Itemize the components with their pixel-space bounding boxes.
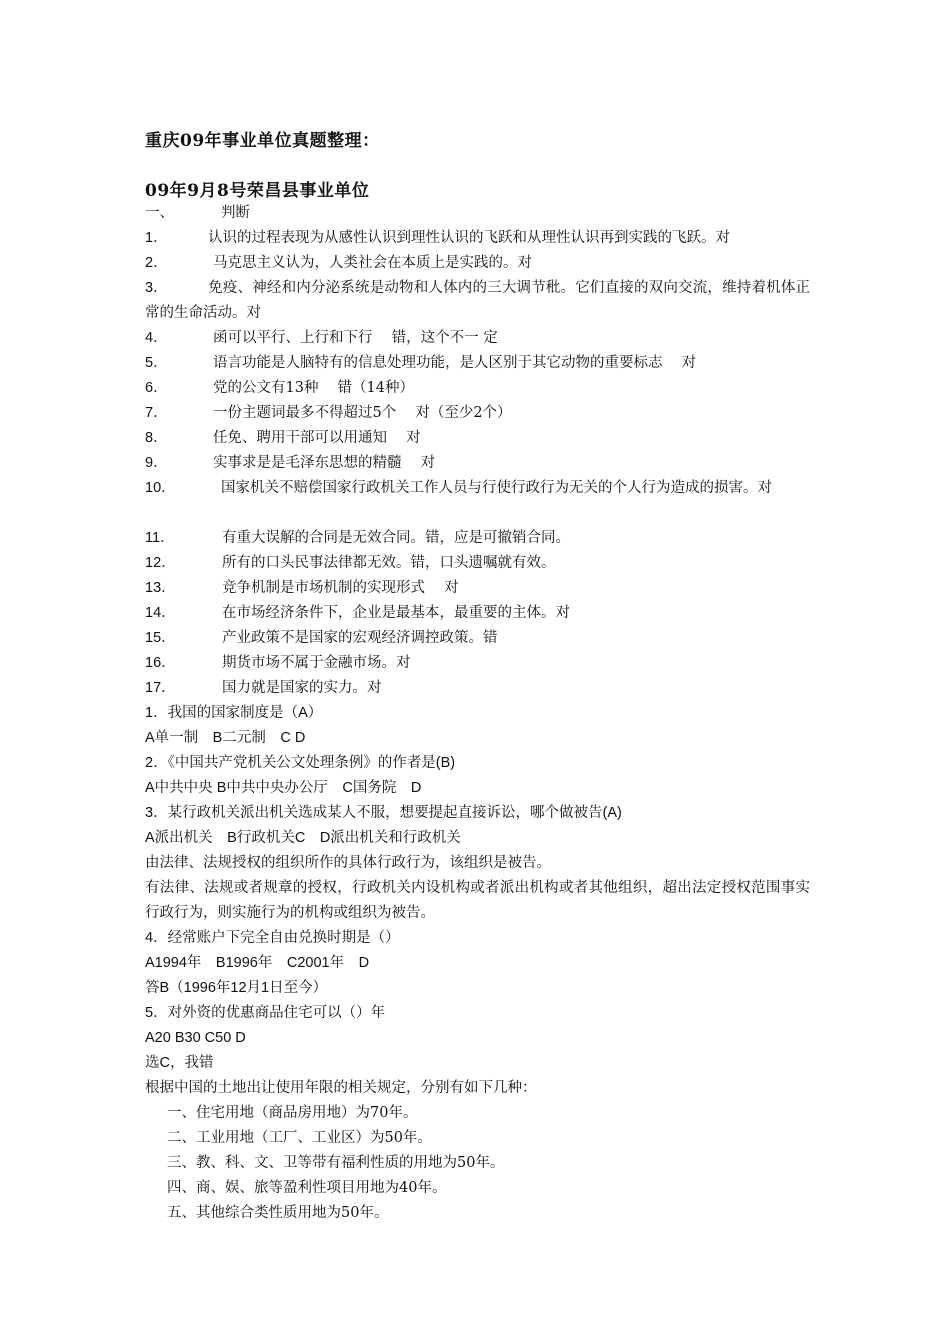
judgment-text: 有重大误解的合同是无效合同。错，应是可撤销合同。 <box>222 530 570 546</box>
answer-options: A单一制 B二元制 C D <box>145 730 306 746</box>
explanation-paragraph: 有法律、法规或者规章的授权，行政机关内设机构或者派出机构或者其他组织，超出法定授权范围事实行政行为，则实施行为的机构或组织为被告。 <box>145 880 810 921</box>
question-line: 5．对外资的优惠商品住宅可以（）年 <box>145 1005 386 1021</box>
judgment-number: 4． <box>145 330 168 346</box>
judgment-item <box>145 276 810 326</box>
judgment-item <box>145 526 810 551</box>
judgment-number: 11． <box>145 530 175 546</box>
answer-options: A中共中央 B中共中央办公厅 C国务院 D <box>145 780 422 796</box>
judgment-item <box>145 601 810 626</box>
judgment-text: 竞争机制是市场机制的实现形式 对 <box>222 580 459 596</box>
judgment-number: 3． <box>145 280 168 296</box>
question-line: 2．《中国共产党机关公文处理条例》的作者是(B) <box>145 755 456 771</box>
judgment-number: 6． <box>145 380 168 396</box>
judgment-item <box>145 251 810 276</box>
judgment-number: 16． <box>145 655 176 671</box>
judgment-number: 8． <box>145 430 168 446</box>
answer-options: A1994年 B1996年 C2001年 D <box>145 955 370 971</box>
judgment-text: 所有的口头民事法律都无效。错，口头遗嘱就有效。 <box>222 555 556 571</box>
judgment-text: 任免、聘用干部可以用通知 对 <box>213 430 421 446</box>
judgment-item <box>145 651 810 676</box>
judgment-text: 国家机关不赔偿国家行政机关工作人员与行使行政行为无关的个人行为造成的损害。对 <box>221 480 772 496</box>
judgment-item <box>145 476 810 526</box>
judgment-item <box>145 426 810 451</box>
land-term-item: 二、工业用地（工厂、工业区）为50年。 <box>167 1130 432 1146</box>
judgment-text: 在市场经济条件下，企业是最基本，最重要的主体。对 <box>222 605 570 621</box>
judgment-number: 17． <box>145 680 176 696</box>
answer-note: 答B（1996年12月1日至今） <box>145 980 328 996</box>
question-line: 1．我国的国家制度是（A） <box>145 705 323 721</box>
explanation-line: 根据中国的土地出让使用年限的相关规定，分别有如下几种： <box>145 1080 537 1096</box>
question-line: 3．某行政机关派出机关选成某人不服，想要提起直接诉讼，哪个做被告(A) <box>145 805 622 821</box>
judgment-item <box>145 576 810 601</box>
judgment-number: 1． <box>145 230 168 246</box>
land-term-item: 三、教、科、文、卫等带有福利性质的用地为50年。 <box>167 1155 505 1171</box>
section-heading-number: 一、 <box>145 205 174 221</box>
document-title: 重庆09年事业单位真题整理： <box>145 131 380 151</box>
question-line: 4．经常账户下完全自由兑换时期是（） <box>145 930 400 946</box>
judgment-text: 实事求是是毛泽东思想的精髓 对 <box>213 455 436 471</box>
section-heading-text: 判断 <box>221 205 250 221</box>
judgment-number: 13． <box>145 580 176 596</box>
judgment-item <box>145 326 810 351</box>
judgment-item <box>145 626 810 651</box>
judgment-number: 7． <box>145 405 168 421</box>
answer-options: A20 B30 C50 D <box>145 1030 246 1046</box>
section-heading <box>145 201 810 226</box>
judgment-item <box>145 551 810 576</box>
section-subtitle: 09年9月8号荣昌县事业单位 <box>145 181 370 201</box>
answer-options: A派出机关 B行政机关C D派出机关和行政机关 <box>145 830 461 846</box>
judgment-text: 一份主题词最多不得超过5个 对（至少2个） <box>213 405 512 421</box>
judgment-number: 15． <box>145 630 176 646</box>
judgment-number: 2． <box>145 255 168 271</box>
judgment-number: 10． <box>145 480 176 496</box>
judgment-item <box>145 351 810 376</box>
land-term-item: 四、商、娱、旅等盈利性项目用地为40年。 <box>167 1180 447 1196</box>
explanation-line: 由法律、法规授权的组织所作的具体行政行为，该组织是被告。 <box>145 855 551 871</box>
judgment-item <box>145 451 810 476</box>
land-term-item: 一、住宅用地（商品房用地）为70年。 <box>167 1105 418 1121</box>
judgment-text: 函可以平行、上行和下行 错，这个不一 定 <box>213 330 498 346</box>
judgment-number: 12． <box>145 555 176 571</box>
answer-note: 选C，我错 <box>145 1055 214 1071</box>
judgment-text: 期货市场不属于金融市场。对 <box>222 655 411 671</box>
judgment-number: 14． <box>145 605 176 621</box>
judgment-text: 语言功能是人脑特有的信息处理功能，是人区别于其它动物的重要标志 对 <box>213 355 697 371</box>
judgment-text: 免疫、神经和内分泌系统是动物和人体内的三大调节秕。它们直接的双向交流，维持着机体正常的生命活动。对 <box>145 280 810 321</box>
judgment-text: 产业政策不是国家的宏观经济调控政策。错 <box>222 630 498 646</box>
judgment-text: 马克思主义认为，人类社会在本质上是实践的。对 <box>213 255 532 271</box>
judgment-number: 5． <box>145 355 168 371</box>
judgment-text: 国力就是国家的实力。对 <box>222 680 382 696</box>
document-body <box>145 201 810 1226</box>
judgment-item <box>145 676 810 701</box>
judgment-number: 9． <box>145 455 168 471</box>
judgment-text: 认识的过程表现为从感性认识到理性认识的飞跃和从理性认识再到实践的飞跃。对 <box>208 230 730 246</box>
judgment-text: 党的公文有13种 错（14种） <box>213 380 415 396</box>
land-term-item: 五、其他综合类性质用地为50年。 <box>167 1205 389 1221</box>
judgment-item <box>145 226 810 251</box>
judgment-item <box>145 401 810 426</box>
judgment-item <box>145 376 810 401</box>
